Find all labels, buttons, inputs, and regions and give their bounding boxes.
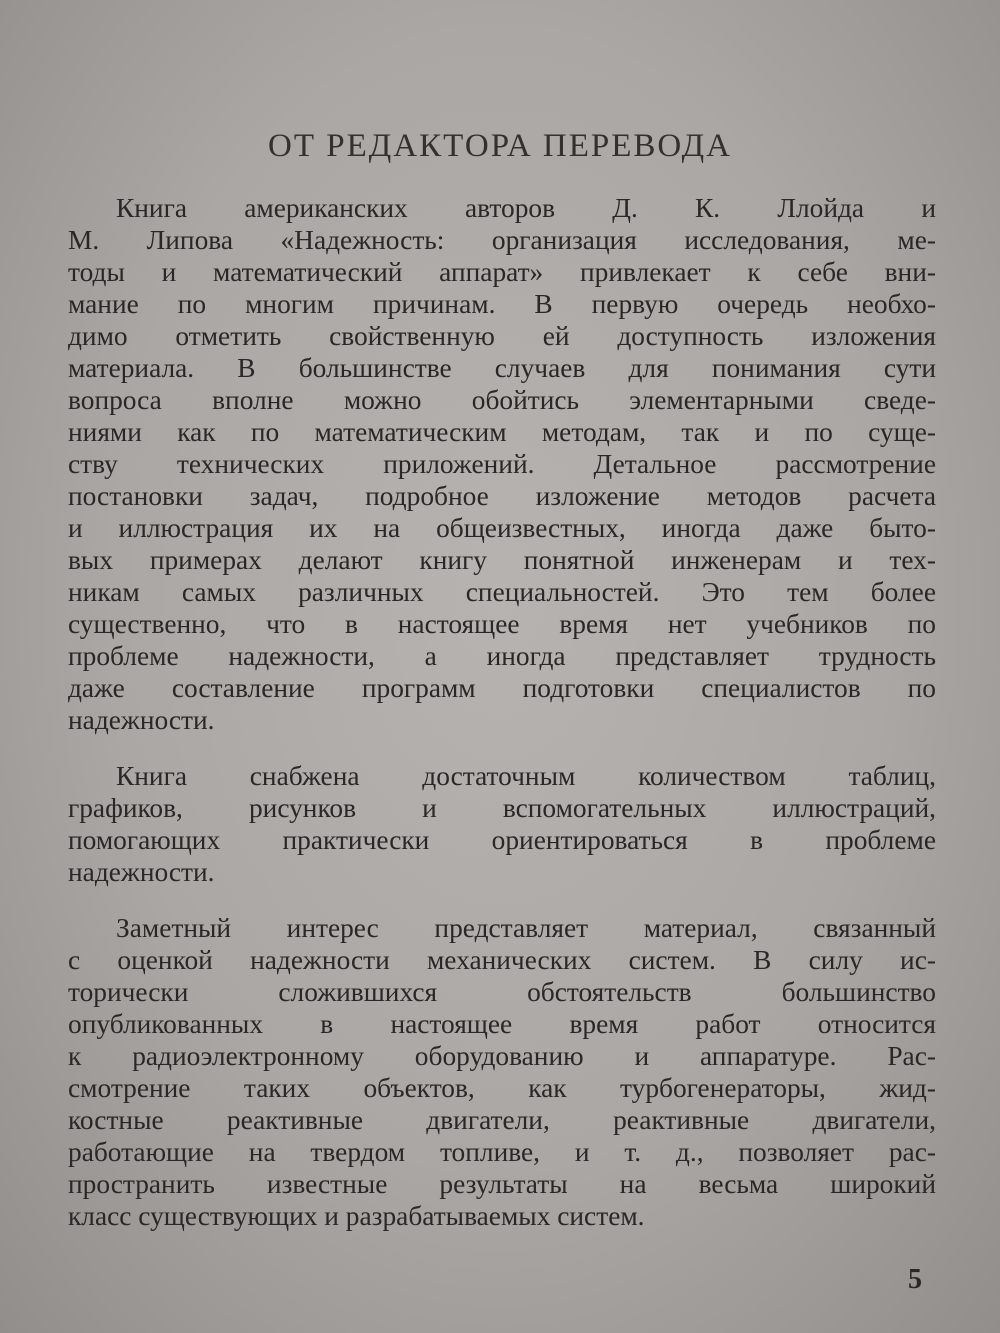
text-line: Книга американских авторов Д. К. Ллойда и [116, 193, 936, 223]
text-line: вых примерах делают книгу понятной инженерам и тех- [68, 545, 936, 575]
text-line: графиков, рисунков и вспомогательных иллюстраций, [68, 793, 936, 823]
text-line: материала. В большинстве случаев для понимания сути [68, 353, 936, 383]
page-title: ОТ РЕДАКТОРА ПЕРЕВОДА [268, 128, 732, 164]
text-line: М. Липова «Надежность: организация исследования, ме- [68, 225, 936, 255]
page-number: 5 [908, 1264, 922, 1295]
text-line: торически сложившихся обстоятельств большинство [68, 977, 936, 1007]
text-line: вопроса вполне можно обойтись элементарными сведе- [68, 385, 936, 415]
text-line: костные реактивные двигатели, реактивные двигатели, [68, 1105, 936, 1135]
text-line: Заметный интерес представляет материал, связанный [116, 913, 936, 943]
text-line: даже составление программ подготовки специалистов по [68, 673, 936, 703]
text-line: надежности. [68, 857, 215, 887]
text-line: опубликованных в настоящее время работ относится [68, 1009, 936, 1039]
text-line: постановки задач, подробное изложение методов расчета [68, 481, 936, 511]
text-line: помогающих практически ориентироваться в проблеме [68, 825, 936, 855]
text-line: надежности. [68, 705, 215, 735]
text-line: димо отметить свойственную ей доступность изложения [68, 321, 936, 351]
text-line: мание по многим причинам. В первую очередь необхо- [68, 289, 936, 319]
text-line: смотрение таких объектов, как турбогенераторы, жид- [68, 1073, 936, 1103]
text-line: работающие на твердом топливе, и т. д., позволяет рас- [68, 1137, 936, 1167]
text-line: тоды и математический аппарат» привлекает к себе вни- [68, 257, 936, 287]
paragraph-2 [68, 760, 936, 888]
text-line: ству технических приложений. Детальное рассмотрение [68, 449, 936, 479]
body-text [68, 192, 936, 1232]
text-line: и иллюстрация их на общеизвестных, иногда даже быто- [68, 513, 936, 543]
paragraph-3 [68, 912, 936, 1232]
paragraph-1 [68, 192, 936, 736]
text-line: к радиоэлектронному оборудованию и аппаратуре. Рас- [68, 1041, 936, 1071]
text-line: проблеме надежности, а иногда представляет трудность [68, 641, 936, 671]
text-line: с оценкой надежности механических систем. В силу ис- [68, 945, 936, 975]
text-line: пространить известные результаты на весьма широкий [68, 1169, 936, 1199]
text-line: существенно, что в настоящее время нет учебников по [68, 609, 936, 639]
text-line: класс существующих и разрабатываемых систем. [68, 1201, 645, 1231]
text-line: никам самых различных специальностей. Это тем более [68, 577, 936, 607]
text-line: Книга снабжена достаточным количеством таблиц, [116, 761, 936, 791]
text-line: ниями как по математическим методам, так и по суще- [68, 417, 936, 447]
